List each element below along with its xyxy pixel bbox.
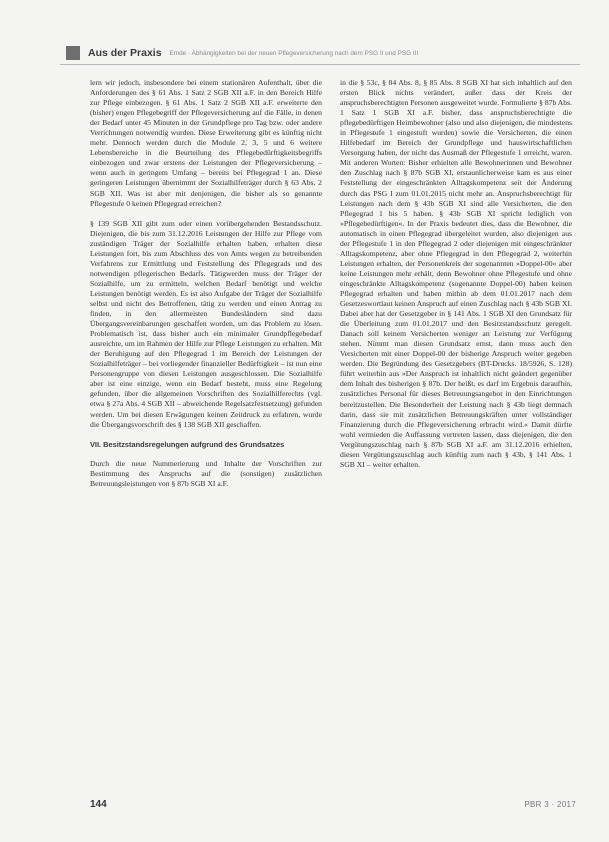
paragraph: Durch die neue Nummerierung und Inhalte der Vorschriften zur Bestimmung des Anspruchs auf die (sonstigen) zusätzlichen Betreuungsleistungen von § 87b SGB XI a.F. (90, 458, 322, 488)
paragraph: lern wir jedoch, insbesondere bei einem stationären Aufenthalt, über die Anforderungen des § 61 Abs. 1 Satz 2 SGB XII a.F. in den Bereich Hilfe zur Pflege einbezogen. § 61 Abs. 1 Satz 2 SGB XII a.F. erweiterte den (bisher) engen Pflegebegriff der Pflegeversicherung auf die Fälle, in denen der Bedarf unter 45 Minuten in der Grundpflege pro Tag bzw. oder andere Verrichtungen notwendig wurden. Diese Erweiterung gibt es künftig nicht mehr. Dennoch werden durch die Module 2, 3, 5 und 6 weitere Lebensbereiche in die Beurteilung des Pflegebedürftigkeitsbegriffs einbezogen und zwar erstens der Leistungen der Pflegeversicherung – wenn auch in geringem Umfang – bereits bei Pflegegrad 1 an. Diese geringeren Leistungen übernimmt der Sozialhilfeträger durch § 63 Abs. 2 SGB XII. Was ist aber mit denjenigen, die bisher als so genannte Pflegestufe 0 keinen Pflegegrad erreichen? (90, 78, 322, 208)
header-divider (60, 64, 580, 65)
section-marker (66, 46, 80, 60)
right-column (340, 78, 572, 470)
journal-reference: PBR 3 · 2017 (524, 800, 576, 809)
left-column (90, 78, 322, 489)
running-header-subtitle: Emde · Abhängigkeiten bei der neuen Pflegeversicherung nach dem PSG II und PSG III (169, 49, 419, 57)
section-heading: VII. Besitzstandsregelungen aufgrund des Grundsatzes (90, 439, 285, 449)
page-number: 144 (90, 799, 107, 810)
paragraph: § 139 SGB XII gibt zum oder einen vorübergehenden Bestandsschutz. Diejenigen, die bis zum 31.12.2016 Leistungen der Hilfe zur Pflege vom zuständigen Träger der Sozialhilfe erhalten haben, erhalten diese Leistungen fort, bis zum Abschluss des von Amts wegen zu betreibenden Verfahrens zur Ermittlung und Feststellung des Pflegegrads und des notwendigen pflegerischen Bedarfs. Tätigwerden muss der Träger der Sozialhilfe, um zu ermitteln, welchen Bedarf benötigt und welche Leistungen benötigt werden. Es ist also Aufgabe der Träger der Sozialhilfe selbst und nicht des Betroffenen, tätig zu werden und einen Antrag zu finden, in den allermeisten Bundesländern sind dazu Übergangsvereinbarungen geschaffen worden, um das Problem zu lösen. Problematisch ist, dass bisher auch ein minimaler Grundpflegebedarf ausreichte, um im Rahmen der Hilfe zur Pflege Leistungen zu erhalten. Mit der Beruhigung auf den Pflegegrad 1 im Bereich der Leistungen der Sozialhilfeträger – bei vorliegender finanzieller Bedürftigkeit – ist nun eine Personengruppe von diesen Leistungen ausgeschlossen. Die Sozialhilfe aber ist eine einzige, wenn ein Bedarf besteht, muss eine Regelung gefunden, über die allgemeinen Vorschriften des Sozialhilferechts (vgl. etwa § 27a Abs. 4 SGB XII – abweichende Regelsatzfestsetzung) gefunden werden. Um bei diesen Erwägungen keinen Zeitdruck zu erfahren, wurde die Übergangsvorschrift des § 138 SGB XII geschaffen. (90, 218, 322, 429)
running-header (66, 44, 576, 62)
paragraph: in die § 53c, § 84 Abs. 8, § 85 Abs. 8 SGB XI hat sich inhaltlich auf den ersten Blick nichts verändert, außer dass der Kreis der anspruchsberechtigten Personen ausgeweitet wurde. Formulierte § 87b Abs. 1 Satz 1 SGB XI a.F. bisher, dass anspruchsberechtigte die pflegebedürftigen Heimbewohner (also und also diejenigen, die mindestens in Pflegestufe 1 eingestuft wurden) sowie die Versicherten, die einen Hilfebedarf im Bereich der Grundpflege und hauswirtschaftlichen Versorgung haben, der nicht das Ausmaß der Pflegestufe 1 erreicht, waren. Mit anderen Worten: Bisher erhielten alle Bewohnerinnen und Bewohner den Zuschlag nach § 87b SGB XI, erstaunlicherweise kam es aus einer Feststellung der eingeschränkten Alltagskompetenz seit der Änderung durch das PSG I zum 01.01.2015 nicht mehr an. Anspruchsberechtigt für Leistungen nach dem § 43b SGB XI sind alle Versicherten, die den Pflegegrad 1 bis 5 haben. § 43b SGB XI spricht lediglich von »Pflegebedürftigen«. In der Praxis bedeutet dies, dass die Bewohner, die automatisch in einen Pflegegrad übergeleitet wurden, also diejenigen aus der Pflegestufe 1 in den Pflegegrad 2 oder diejenigen mit eingeschränkter Alltagskompetenz, aber ohne Pflegegrad in den Pflegegrad 2, weiterhin Leistungen erhalten, der Personenkreis der sogenannten »Doppel-00« aber keine Leistungen mehr erhält, denn Bewohner ohne Pflegestufe und ohne eingeschränkte Alltagskompetenz (sogenannte Doppel-00) haben keinen Pflegegrad erhalten und haben mithin ab dem 01.01.2017 nach dem Gesetzeswortlaut keinen Anspruch auf einen Zuschlag nach § 43b SGB XI. Dabei aber hat der Gesetzgeber in § 141 Abs. 1 SGB XI den Grundsatz für die Überleitung zum 01.01.2017 und den Besitzstandsschutz geregelt. Danach soll keinem Versicherten weniger an Leistung zur Verfügung stehen. Nimmt man diesen Grundsatz ernst, dann muss auch den Versicherten mit einer Doppel-00 der bisherige Anspruch weiter gegeben werden. Die Begründung des Gesetzgebers (BT-Drucks. 18/5926, S. 128) führt weiterhin aus »Der Anspruch ist inhaltlich nicht geändert gegenüber dem Inhalt des bisherigen § 87b. Der heißt, es darf im Ergebnis daraufhin, zusätzliches Personal für dieses Betreuungsangebot in den Einrichtungen bereitzustellen. Die Besonderheit der Leistung nach § 43b liegt demnach darin, dass sie mit zusätzlichen Betreuungskräften unter vollständiger Finanzierung durch die Pflegeversicherung erbracht wird.« Damit dürfte wohl vermieden die Auffassung vertreten lassen, dass diejenigen, die den Vergütungszuschlag nach § 87b SGB XI a.F. am 31.12.2016 erhielten, diesen Vergütungszuschlag auch künftig zum nach § 43b, § 141 Abs. 1 SGB XI – weiter erhalten. (340, 78, 572, 469)
section-title: Aus der Praxis (88, 47, 162, 59)
